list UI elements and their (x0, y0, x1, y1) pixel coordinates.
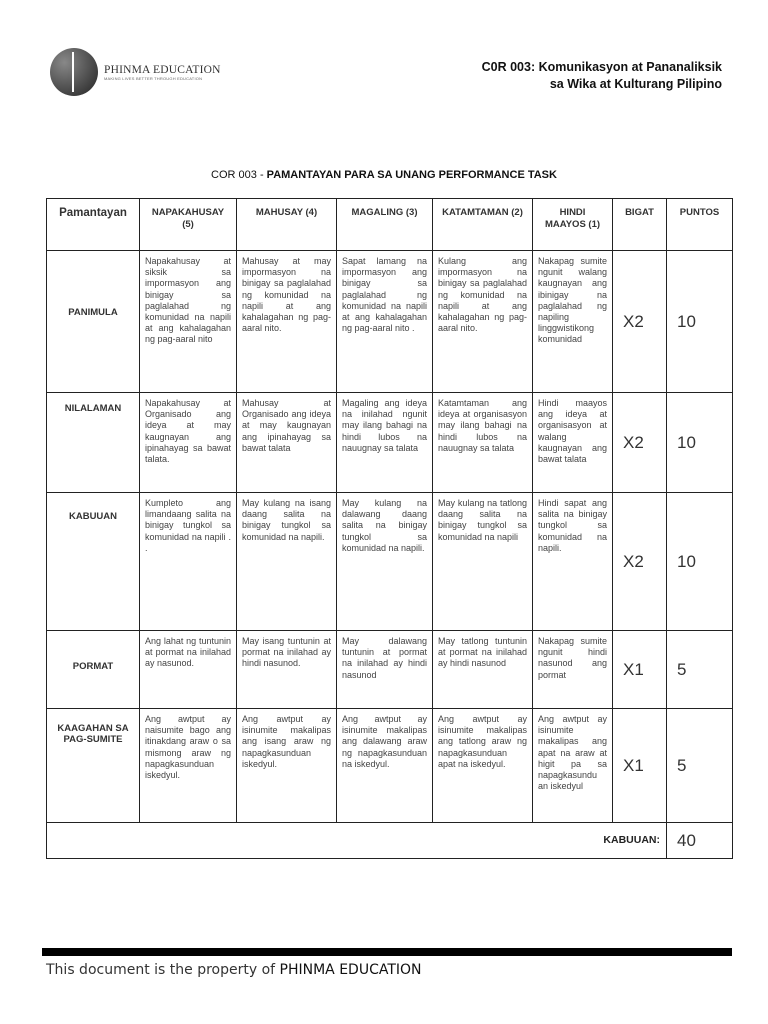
descriptor-cell: Nakapag sumite ngunit walang kaugnayan ang ibinigay na paglalahad ng napiling linggwistikong komunidad (533, 251, 613, 393)
descriptor-cell: Mahusay at Organisado ang ideya at may kaugnayan ang ipinahayag sa bawat talata (237, 393, 337, 493)
weight-cell: X1 (613, 709, 667, 823)
descriptor-cell: Ang lahat ng tuntunin at pormat na inilahad ay nasunod. (140, 631, 237, 709)
header-row (47, 199, 733, 251)
header-puntos: PUNTOS (667, 199, 733, 251)
points-cell: 5 (667, 709, 733, 823)
footer-divider (42, 948, 732, 956)
rubric-row (47, 251, 733, 393)
rubric-row (47, 709, 733, 823)
header-mahusay: MAHUSAY (4) (237, 199, 337, 251)
descriptor-cell: May kulang na isang daang salita na binigay tungkol sa komunidad na napili. (237, 493, 337, 631)
course-title (482, 59, 722, 93)
course-title-line1: C0R 003: Komunikasyon at Pananaliksik (481, 60, 722, 74)
logo-globe-icon (50, 48, 98, 96)
descriptor-cell: May kulang na dalawang daang salita na binigay tungkol sa komunidad na napili. (337, 493, 433, 631)
rubric-title (0, 169, 768, 181)
descriptor-cell: Magaling ang ideya na inilahad ngunit may ilang bahagi na hindi lubos na nauugnay sa talata (337, 393, 433, 493)
descriptor-cell: Nakapag sumite ngunit hindi nasunod ang pormat (533, 631, 613, 709)
total-row (47, 823, 733, 859)
descriptor-cell: May kulang na tatlong daang salita na binigay tungkol sa komunidad na napili (433, 493, 533, 631)
rubric-row (47, 493, 733, 631)
rubric-table (46, 198, 733, 859)
points-cell: 10 (667, 251, 733, 393)
footer-note (46, 962, 422, 978)
phinma-logo (50, 48, 221, 96)
descriptor-cell: Ang awtput ay isinumite makalipas ang isang araw ng napagkasunduan iskedyul. (237, 709, 337, 823)
logo-name: PHINMA EDUCATION (104, 63, 221, 76)
points-cell: 10 (667, 393, 733, 493)
course-title-line2: sa Wika at Kulturang Pilipino (549, 77, 722, 91)
descriptor-cell: Ang awtput ay isinumite makalipas ang apat na araw at higit pa sa napagkasundu an iskedyul (533, 709, 613, 823)
header-bigat: BIGAT (613, 199, 667, 251)
descriptor-cell: Mahusay at may impormasyon na binigay sa paglalahad ng komunidad na napili at ang kahalagahan ng pag-aaral nito. (237, 251, 337, 393)
descriptor-cell: Napakahusay at siksik sa impormasyon ang binigay sa paglalahad ng komunidad na napili at ang kahalagahan ng pag-aaral nito (140, 251, 237, 393)
weight-cell: X1 (613, 631, 667, 709)
descriptor-cell: Kulang ang impormasyon na binigay sa paglalahad ng komunidad na napili at ang kahalagahan ng pag-aaral nito. (433, 251, 533, 393)
footer-text: This document is the property of (46, 962, 280, 978)
weight-cell: X2 (613, 251, 667, 393)
descriptor-cell: Ang awtput ay isinumite makalipas ang tatlong araw ng napagkasunduan apat na iskedyul. (433, 709, 533, 823)
descriptor-cell: Napakahusay at Organisado ang ideya at may kaugnayan ang ipinahayag sa bawat talata. (140, 393, 237, 493)
descriptor-cell: Ang awtput ay naisumite bago ang itinakdang araw o sa mismong araw ng napagkasunduan iskedyul. (140, 709, 237, 823)
criterion-label: PORMAT (47, 631, 140, 709)
rubric-row (47, 631, 733, 709)
total-label: KABUUAN: (47, 823, 667, 859)
header-napakahusay: NAPAKAHUSAY (5) (140, 199, 237, 251)
descriptor-cell: Hindi maayos ang ideya at organisasyon at walang kaugnayan ang bawat talata (533, 393, 613, 493)
weight-cell: X2 (613, 393, 667, 493)
title-main: PAMANTAYAN PARA SA UNANG PERFORMANCE TASK (266, 169, 557, 181)
header-hindi-maayos: HINDI MAAYOS (1) (533, 199, 613, 251)
descriptor-cell: Kumpleto ang limandaang salita na binigay tungkol sa komunidad na napili . . (140, 493, 237, 631)
descriptor-cell: Hindi sapat ang salita na binigay tungkol sa komunidad na napili. (533, 493, 613, 631)
header-katamtaman: KATAMTAMAN (2) (433, 199, 533, 251)
points-cell: 5 (667, 631, 733, 709)
header-pamantayan: Pamantayan (47, 199, 140, 251)
descriptor-cell: May tatlong tuntunin at pormat na inilahad ay hindi nasunod (433, 631, 533, 709)
criterion-label: KABUUAN (47, 493, 140, 631)
title-prefix: COR 003 - (211, 169, 267, 181)
descriptor-cell: Ang awtput ay isinumite makalipas ang dalawang araw ng napagkasunduan na iskedyul. (337, 709, 433, 823)
total-value: 40 (667, 823, 733, 859)
weight-cell: X2 (613, 493, 667, 631)
rubric-row (47, 393, 733, 493)
logo-tagline: MAKING LIVES BETTER THROUGH EDUCATION (104, 75, 203, 81)
criterion-label: PANIMULA (47, 251, 140, 393)
descriptor-cell: Sapat lamang na impormasyon ang binigay sa paglalahad ng komunidad na napili at ang kahalagahan ng pag-aaral nito . (337, 251, 433, 393)
criterion-label: NILALAMAN (47, 393, 140, 493)
descriptor-cell: Katamtaman ang ideya at organisasyon may ilang bahagi na hindi lubos na nauugnay sa talata (433, 393, 533, 493)
header-magaling: MAGALING (3) (337, 199, 433, 251)
criterion-label: KAAGAHAN SA PAG-SUMITE (47, 709, 140, 823)
descriptor-cell: May isang tuntunin at pormat na inilahad ay hindi nasunod. (237, 631, 337, 709)
points-cell: 10 (667, 493, 733, 631)
descriptor-cell: May dalawang tuntunin at pormat na inilahad ay hindi nasunod (337, 631, 433, 709)
footer-owner: PHINMA EDUCATION (279, 962, 422, 978)
